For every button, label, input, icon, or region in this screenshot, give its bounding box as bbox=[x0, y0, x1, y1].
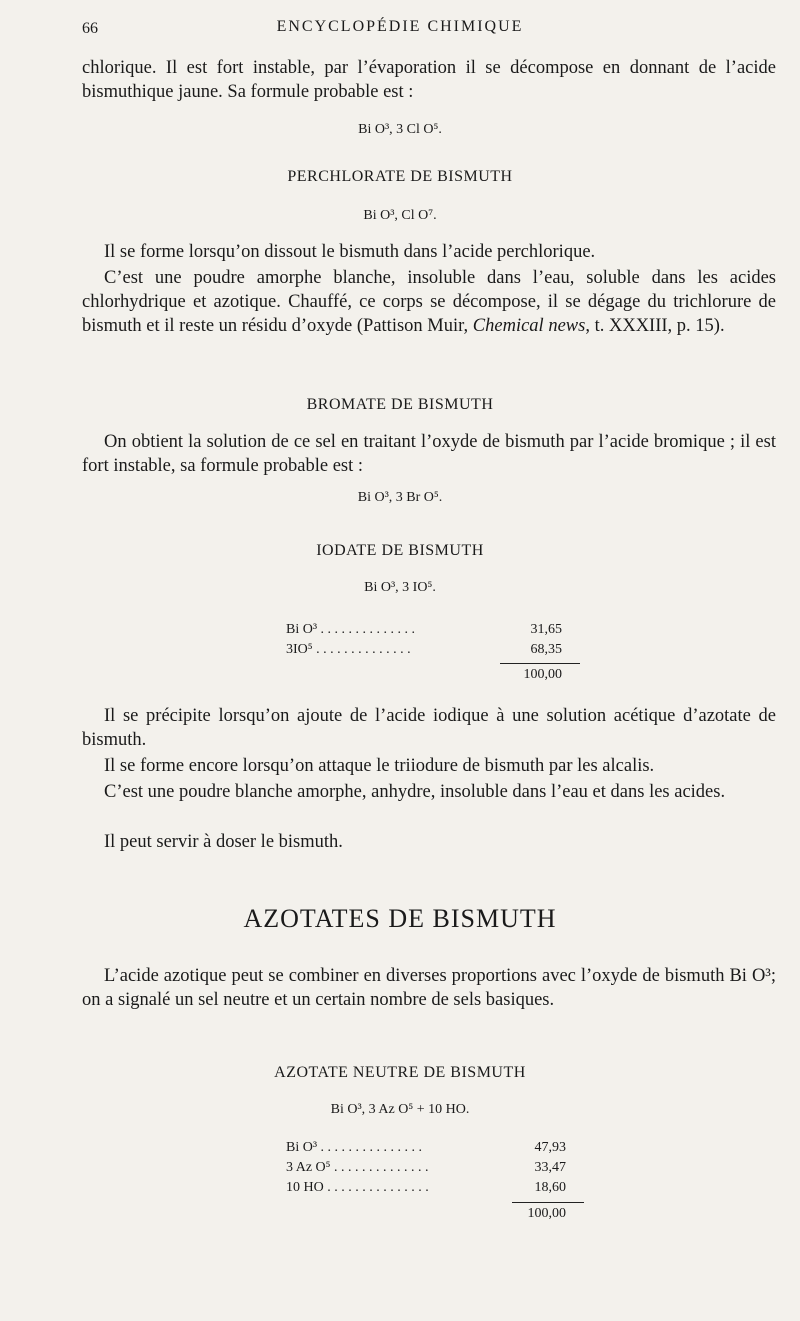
bromate-heading: BROMATE DE BISMUTH bbox=[306, 396, 494, 413]
azotate-formula: Bi O³, 3 Az O⁵ + 10 HO. bbox=[330, 1102, 470, 1117]
azotates-paragraph: L’acide azotique peut se combiner en diverses proportions avec l’oxyde de bismuth Bi O³; on a signalé un sel neutre et un certain nombre de sels basiques. bbox=[82, 966, 776, 1010]
table-row-label: Bi O³ . . . . . . . . . . . . . . . bbox=[286, 1140, 423, 1155]
table-total-value: 100,00 bbox=[527, 1206, 566, 1221]
iodate-paragraph-3: C’est une poudre blanche amorphe, anhydre, insoluble dans l’eau et dans les acides. bbox=[104, 782, 726, 802]
table-sum-rule bbox=[512, 1202, 584, 1203]
table-row-label: 3IO⁵ . . . . . . . . . . . . . . bbox=[286, 642, 411, 657]
bromate-formula: Bi O³, 3 Br O⁵. bbox=[357, 490, 443, 505]
perchlorate-paragraph-2 bbox=[82, 266, 776, 338]
table-row-label: Bi O³ . . . . . . . . . . . . . . bbox=[286, 622, 416, 637]
table-row-label: 3 Az O⁵ . . . . . . . . . . . . . . bbox=[286, 1160, 429, 1175]
table-row-value: 31,65 bbox=[530, 622, 562, 637]
azotate-neutre-heading: AZOTATE NEUTRE DE BISMUTH bbox=[274, 1064, 526, 1081]
table-row-value: 47,93 bbox=[534, 1140, 566, 1155]
chlorate-formula: Bi O³, 3 Cl O⁵. bbox=[358, 122, 442, 137]
perchlorate-text-a: C’est une poudre amorphe blanche, insoluble dans l’eau, soluble dans les acides chlorhydrique et azotique. Chauffé, ce corps se décompose, il se dégage du trichlorure de bismuth et il reste un résidu d’oxyde (Pattison Muir, bbox=[82, 268, 776, 336]
iodate-paragraph-4: Il peut servir à doser le bismuth. bbox=[104, 832, 343, 852]
table-row-value: 18,60 bbox=[534, 1180, 566, 1195]
table-row-value: 68,35 bbox=[530, 642, 562, 657]
iodate-heading: IODATE DE BISMUTH bbox=[316, 542, 484, 559]
journal-title: Chemical news bbox=[472, 316, 586, 336]
bromate-paragraph: On obtient la solution de ce sel en traitant l’oxyde de bismuth par l’acide bromique ; il est fort instable, sa formule probable est : bbox=[82, 432, 776, 476]
perchlorate-paragraph-1: Il se forme lorsqu’on dissout le bismuth dans l’acide perchlorique. bbox=[104, 242, 596, 262]
iodate-formula: Bi O³, 3 IO⁵. bbox=[364, 580, 436, 595]
azotates-heading: AZOTATES DE BISMUTH bbox=[243, 904, 557, 933]
table-total-value: 100,00 bbox=[523, 667, 562, 682]
table-row-label: 10 HO . . . . . . . . . . . . . . . bbox=[286, 1180, 429, 1195]
iodate-paragraph-1: Il se précipite lorsqu’on ajoute de l’acide iodique à une solution acétique d’azotate de bismuth. bbox=[82, 706, 776, 750]
iodate-paragraph-2: Il se forme encore lorsqu’on attaque le triiodure de bismuth par les alcalis. bbox=[104, 756, 655, 776]
perchlorate-heading: PERCHLORATE DE BISMUTH bbox=[287, 168, 513, 185]
perchlorate-text-b: , t. XXXIII, p. 15). bbox=[585, 316, 725, 336]
intro-paragraph: chlorique. Il est fort instable, par l’évaporation il se décompose en donnant de l’acide bismuthique jaune. Sa formule probable est : bbox=[82, 58, 776, 102]
table-row-value: 33,47 bbox=[534, 1160, 566, 1175]
page-number: 66 bbox=[82, 20, 98, 37]
running-title: ENCYCLOPÉDIE CHIMIQUE bbox=[276, 18, 524, 35]
table-sum-rule bbox=[500, 663, 580, 664]
perchlorate-formula: Bi O³, Cl O⁷. bbox=[363, 208, 437, 223]
